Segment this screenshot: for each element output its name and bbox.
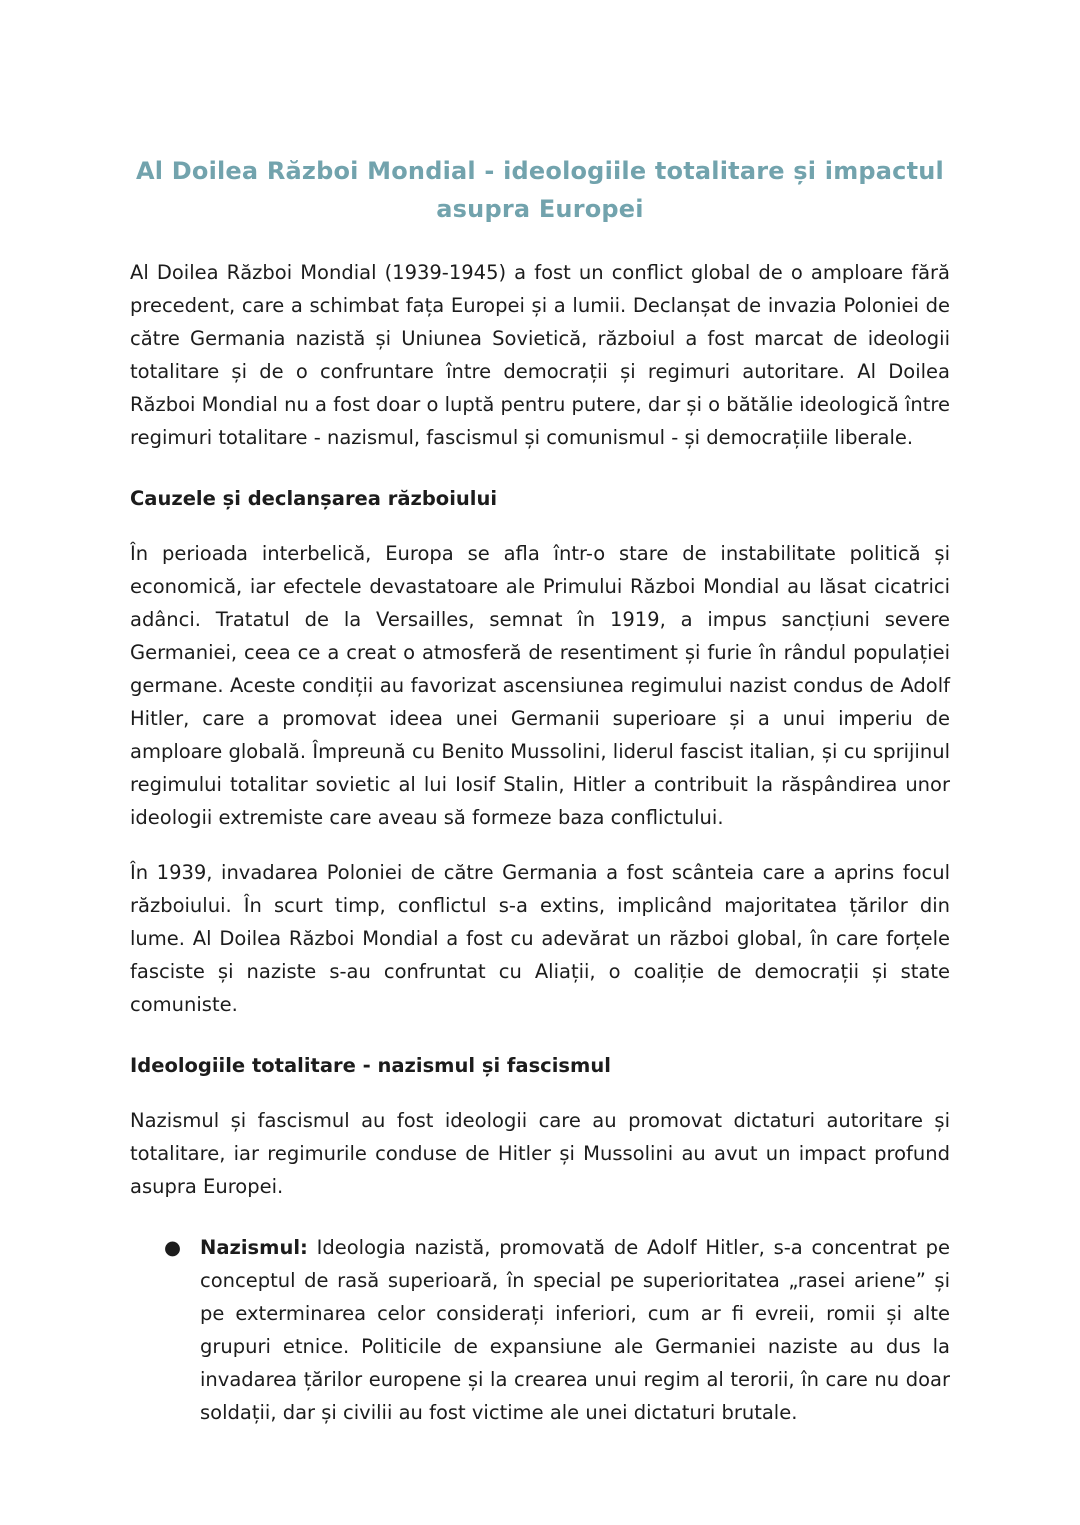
causes-paragraph-1: În perioada interbelică, Europa se afla într-o stare de instabilitate politică și economică, iar efectele devastatoare ale Primului Război Mondial au lăsat cicatrici adânci. Tratatul de la Versailles, semnat în 1919, a impus sancțiuni severe Germaniei, ceea ce a creat o atmosferă de resentiment și furie în rândul populației germane. Aceste condiții au favorizat ascensiunea regimului nazist condus de Adolf Hitler, care a promovat ideea unei Germanii superioare și a unui imperiu de amploare globală. Împreună cu Benito Mussolini, liderul fascist italian, și cu sprijinul regimului totalitar sovietic al lui Iosif Stalin, Hitler a contribuit la răspândirea unor ideologii extremiste care aveau să formeze baza conflictului. [130, 542, 950, 829]
bullet-item-label: Nazismul: [200, 1236, 308, 1259]
causes-paragraph-2: În 1939, invadarea Poloniei de către Germania a fost scânteia care a aprins focul războiului. În scurt timp, conflictul s-a extins, implicând majoritatea țărilor din lume. Al Doilea Război Mondial a fost cu adevărat un război global, în care forțele fasciste și naziste s-au confruntat cu Aliații, o coaliție de democrații și state comuniste. [130, 861, 950, 1016]
ideologies-bullet-list [130, 1231, 950, 1429]
bullet-item-text: Ideologia nazistă, promovată de Adolf Hitler, s-a concentrat pe conceptul de rasă superioară, în special pe superioritatea „rasei ariene” și pe exterminarea celor considerați inferiori, cum ar fi evreii, romii și alte grupuri etnice. Politicile de expansiune ale Germaniei naziste au dus la invadarea țărilor europene și la crearea unui regim al terorii, în care nu doar soldații, dar și civilii au fost victime ale unei dictaturi brutale. [200, 1236, 950, 1424]
bullet-item-nazismul [130, 1231, 950, 1429]
ideologies-paragraph: Nazismul și fascismul au fost ideologii care au promovat dictaturi autoritare și totalitare, iar regimurile conduse de Hitler și Mussolini au avut un impact profund asupra Europei. [130, 1109, 950, 1198]
bullet-marker-icon: ● [164, 1236, 182, 1259]
causes-section-heading: Cauzele și declanșarea războiului [130, 487, 498, 510]
ideologies-section-heading: Ideologiile totalitare - nazismul și fascismul [130, 1054, 611, 1077]
intro-paragraph: Al Doilea Război Mondial (1939-1945) a fost un conflict global de o amploare fără precedent, care a schimbat fața Europei și a lumii. Declanșat de invazia Poloniei de către Germania nazistă și Uniunea Sovietică, războiul a fost marcat de ideologii totalitare și de o confruntare între democrații și regimuri autoritare. Al Doilea Război Mondial nu a fost doar o luptă pentru putere, dar și o bătălie ideologică între regimuri totalitare - nazismul, fascismul și comunismul - și democrațiile liberale. [130, 261, 951, 449]
document-title: Al Doilea Război Mondial - ideologiile totalitare și impactul asupra Europei [136, 157, 944, 223]
